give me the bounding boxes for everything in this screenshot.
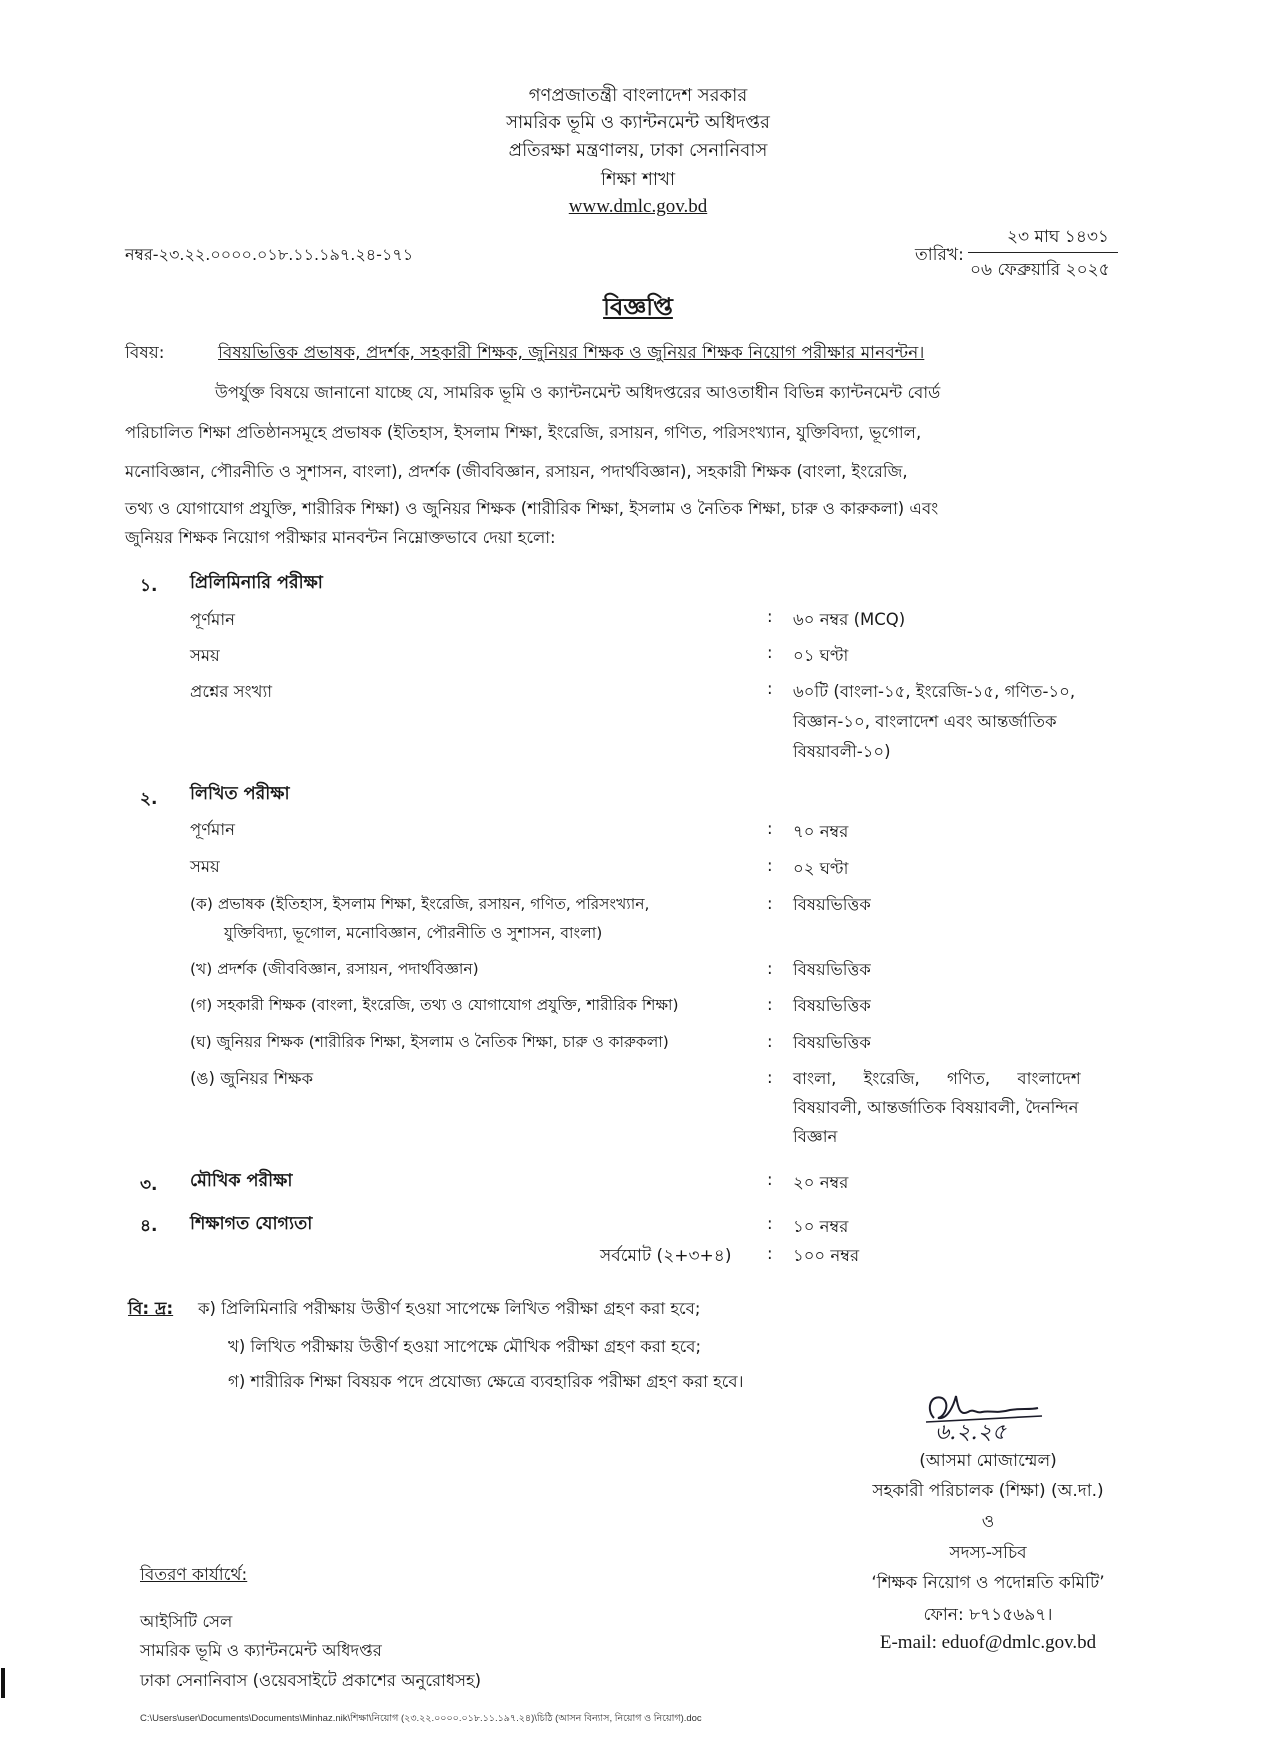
- s1-questions-value-3: বিষয়াবলী-১০): [793, 742, 891, 761]
- s1-questions-value-2: বিজ্ঞান-১০, বাংলাদেশ এবং আন্তর্জাতিক: [793, 712, 1057, 731]
- ministry-heading: প্রতিরক্ষা মন্ত্রণালয়, ঢাকা সেনানিবাস: [508, 140, 768, 161]
- colon: :: [767, 643, 773, 662]
- colon: :: [767, 856, 773, 875]
- s2-time-value: ০২ ঘণ্টা: [793, 859, 849, 878]
- colon: :: [767, 1032, 773, 1051]
- note-a: ক) প্রিলিমিনারি পরীক্ষায় উত্তীর্ণ হওয়া সাপেক্ষে লিখিত পরীক্ষা গ্রহণ করা হবে;: [198, 1299, 701, 1318]
- signatory-and: ও: [981, 1512, 995, 1532]
- website-link[interactable]: www.dmlc.gov.bd: [568, 196, 708, 217]
- s2-junior-teacher-1: (ঘ) জুনিয়র শিক্ষক (শারীরিক শিক্ষা, ইসলাম ও নৈতিক শিক্ষা, চারু ও কারুকলা): [190, 1033, 669, 1051]
- s2-junior-teacher-2-value-1: বাংলা, ইংরেজি, গণিত, বাংলাদেশ: [793, 1069, 1081, 1088]
- signatory-name: (আসমা মোজাম্মেল): [919, 1451, 1057, 1471]
- body-line-4: তথ্য ও যোগাযোগ প্রযুক্তি, শারীরিক শিক্ষা) ও জুনিয়র শিক্ষক (শারীরিক শিক্ষা, ইসলাম ও নৈতিক শিক্ষা, চারু ও কারুকলা) এবং: [125, 499, 939, 518]
- s2-demonstrator-value: বিষয়ভিত্তিক: [793, 960, 871, 979]
- body-line-2: পরিচালিত শিক্ষা প্রতিষ্ঠানসমূহে প্রভাষক (ইতিহাস, ইসলাম শিক্ষা, ইংরেজি, রসায়ন, গণিত, পরিসংখ্যান, যুক্তিবিদ্যা, ভূগোল,: [125, 423, 922, 442]
- s2-time-label: সময়: [190, 857, 220, 876]
- s1-time-label: সময়: [190, 646, 220, 665]
- body-line-3: মনোবিজ্ঞান, পৌরনীতি ও সুশাসন, বাংলা), প্রদর্শক (জীববিজ্ঞান, রসায়ন, পদার্থবিজ্ঞান), সহকারী শিক্ষক (বাংলা, ইংরেজি,: [125, 462, 908, 481]
- date-english: ০৬ ফেব্রুয়ারি ২০২৫: [970, 260, 1110, 280]
- s2-junior-teacher-2: (ঙ) জুনিয়র শিক্ষক: [190, 1069, 313, 1088]
- distribution-line-3: ঢাকা সেনানিবাস (ওয়েবসাইটে প্রকাশের অনুরোধসহ): [140, 1671, 482, 1690]
- s1-full-marks-value: ৬০ নম্বর (MCQ): [793, 610, 906, 629]
- signatory-designation: সহকারী পরিচালক (শিক্ষা) (অ.দা.): [872, 1481, 1104, 1501]
- s2-junior-teacher-2-value-2: বিষয়াবলী, আন্তর্জাতিক বিষয়াবলী, দৈনন্দিন: [793, 1098, 1079, 1117]
- note-c: গ) শারীরিক শিক্ষা বিষয়ক পদে প্রযোজ্য ক্ষেত্রে ব্যবহারিক পরীক্ষা গ্রহণ করা হবে।: [228, 1372, 744, 1391]
- s2-full-marks-label: পূর্ণমান: [190, 820, 235, 839]
- department-heading: সামরিক ভূমি ও ক্যান্টনমেন্ট অধিদপ্তর: [506, 112, 770, 133]
- total-label: সর্বমোট (২+৩+৪): [600, 1246, 732, 1266]
- scan-edge-mark: [1, 1668, 5, 1698]
- s1-questions-value-1: ৬০টি (বাংলা-১৫, ইংরেজি-১৫, গণিত-১০,: [793, 682, 1076, 701]
- colon: :: [767, 1068, 773, 1087]
- section-3-value: ২০ নম্বর: [793, 1173, 849, 1192]
- note-b: খ) লিখিত পরীক্ষায় উত্তীর্ণ হওয়া সাপেক্ষে মৌখিক পরীক্ষা গ্রহণ করা হবে;: [228, 1337, 701, 1356]
- date-divider: [968, 252, 1118, 253]
- s2-junior-teacher-1-value: বিষয়ভিত্তিক: [793, 1033, 871, 1052]
- govt-heading: গণপ্রজাতন্ত্রী বাংলাদেশ সরকার: [528, 85, 748, 106]
- signatory-committee: ‘শিক্ষক নিয়োগ ও পদোন্নতি কমিটি’: [871, 1573, 1105, 1593]
- colon: :: [767, 607, 773, 626]
- signatory-phone: ফোন: ৮৭১৫৬৯৭।: [923, 1605, 1053, 1625]
- s1-questions-label: প্রশ্নের সংখ্যা: [190, 682, 273, 701]
- colon: :: [767, 1214, 773, 1233]
- signatory-role: সদস্য-সচিব: [949, 1543, 1027, 1563]
- s2-lecturer-value: বিষয়ভিত্তিক: [793, 895, 871, 914]
- colon: :: [767, 894, 773, 913]
- colon: :: [767, 1170, 773, 1189]
- total-value: ১০০ নম্বর: [793, 1246, 860, 1265]
- colon: :: [767, 679, 773, 698]
- section-2-title: লিখিত পরীক্ষা: [190, 784, 290, 804]
- section-4-title: শিক্ষাগত যোগ্যতা: [190, 1214, 313, 1234]
- colon: :: [767, 959, 773, 978]
- s2-lecturer-line-1: (ক) প্রভাষক (ইতিহাস, ইসলাম শিক্ষা, ইংরেজি, রসায়ন, গণিত, পরিসংখ্যান,: [190, 895, 650, 913]
- branch-heading: শিক্ষা শাখা: [600, 169, 676, 190]
- file-path-footer: C:\Users\user\Documents\Documents\Minhaz.nik\শিক্ষা\নিয়োগ (২৩.২২.০০০০.০১৮.১১.১৯৭.২৪)\চিঠি (আসন বিন্যাস, নিয়োগ ও নিয়োগ).doc: [140, 1713, 702, 1724]
- colon: :: [767, 819, 773, 838]
- s2-lecturer-line-2: যুক্তিবিদ্যা, ভূগোল, মনোবিজ্ঞান, পৌরনীতি ও সুশাসন, বাংলা): [224, 924, 603, 942]
- s1-full-marks-label: পূর্ণমান: [190, 610, 235, 629]
- distribution-line-1: আইসিটি সেল: [140, 1612, 233, 1631]
- s1-time-value: ০১ ঘণ্টা: [793, 646, 849, 665]
- section-1-title: প্রিলিমিনারি পরীক্ষা: [190, 573, 323, 593]
- distribution-heading: বিতরণ কার্যার্থে:: [140, 1565, 248, 1585]
- body-line-5: জুনিয়র শিক্ষক নিয়োগ পরীক্ষার মানবন্টন নিম্নোক্তভাবে দেয়া হলো:: [125, 528, 556, 547]
- s2-demonstrator: (খ) প্রদর্শক (জীববিজ্ঞান, রসায়ন, পদার্থবিজ্ঞান): [190, 960, 479, 978]
- notes-heading: বি: দ্র:: [128, 1299, 174, 1319]
- document-title: বিজ্ঞপ্তি: [603, 293, 673, 321]
- s2-assistant-teacher: (গ) সহকারী শিক্ষক (বাংলা, ইংরেজি, তথ্য ও যোগাযোগ প্রযুক্তি, শারীরিক শিক্ষা): [190, 996, 679, 1014]
- colon: :: [767, 995, 773, 1014]
- section-2-number: ২.: [140, 789, 158, 809]
- s2-assistant-teacher-value: বিষয়ভিত্তিক: [793, 996, 871, 1015]
- body-line-1: উপর্যুক্ত বিষয়ে জানানো যাচ্ছে যে, সামরিক ভূমি ও ক্যান্টনমেন্ট অধিদপ্তরের আওতাধীন বিভিন্ন ক্যান্টনমেন্ট বোর্ড: [215, 383, 941, 402]
- section-3-title: মৌখিক পরীক্ষা: [190, 1171, 293, 1191]
- s2-full-marks-value: ৭০ নম্বর: [793, 822, 849, 841]
- signatory-email[interactable]: E-mail: eduof@dmlc.gov.bd: [879, 1632, 1097, 1653]
- date-label: তারিখ:: [915, 245, 964, 265]
- section-3-number: ৩.: [140, 1175, 158, 1195]
- s2-junior-teacher-2-value-3: বিজ্ঞান: [793, 1127, 838, 1146]
- subject-label: বিষয়:: [125, 343, 165, 363]
- section-1-number: ১.: [140, 576, 158, 596]
- distribution-line-2: সামরিক ভূমি ও ক্যান্টনমেন্ট অধিদপ্তর: [140, 1641, 382, 1660]
- date-bangla: ২৩ মাঘ ১৪৩১: [1007, 227, 1109, 247]
- handwritten-date: ৬.২.২৫: [935, 1420, 1007, 1445]
- section-4-number: ৪.: [140, 1216, 158, 1236]
- memo-number: নম্বর-২৩.২২.০০০০.০১৮.১১.১৯৭.২৪-১৭১: [125, 245, 414, 264]
- subject-text: বিষয়ভিত্তিক প্রভাষক, প্রদর্শক, সহকারী শিক্ষক, জুনিয়র শিক্ষক ও জুনিয়র শিক্ষক নিয়োগ পরীক্ষার মানবন্টন।: [218, 343, 925, 363]
- section-4-value: ১০ নম্বর: [793, 1217, 849, 1236]
- colon: :: [767, 1244, 773, 1263]
